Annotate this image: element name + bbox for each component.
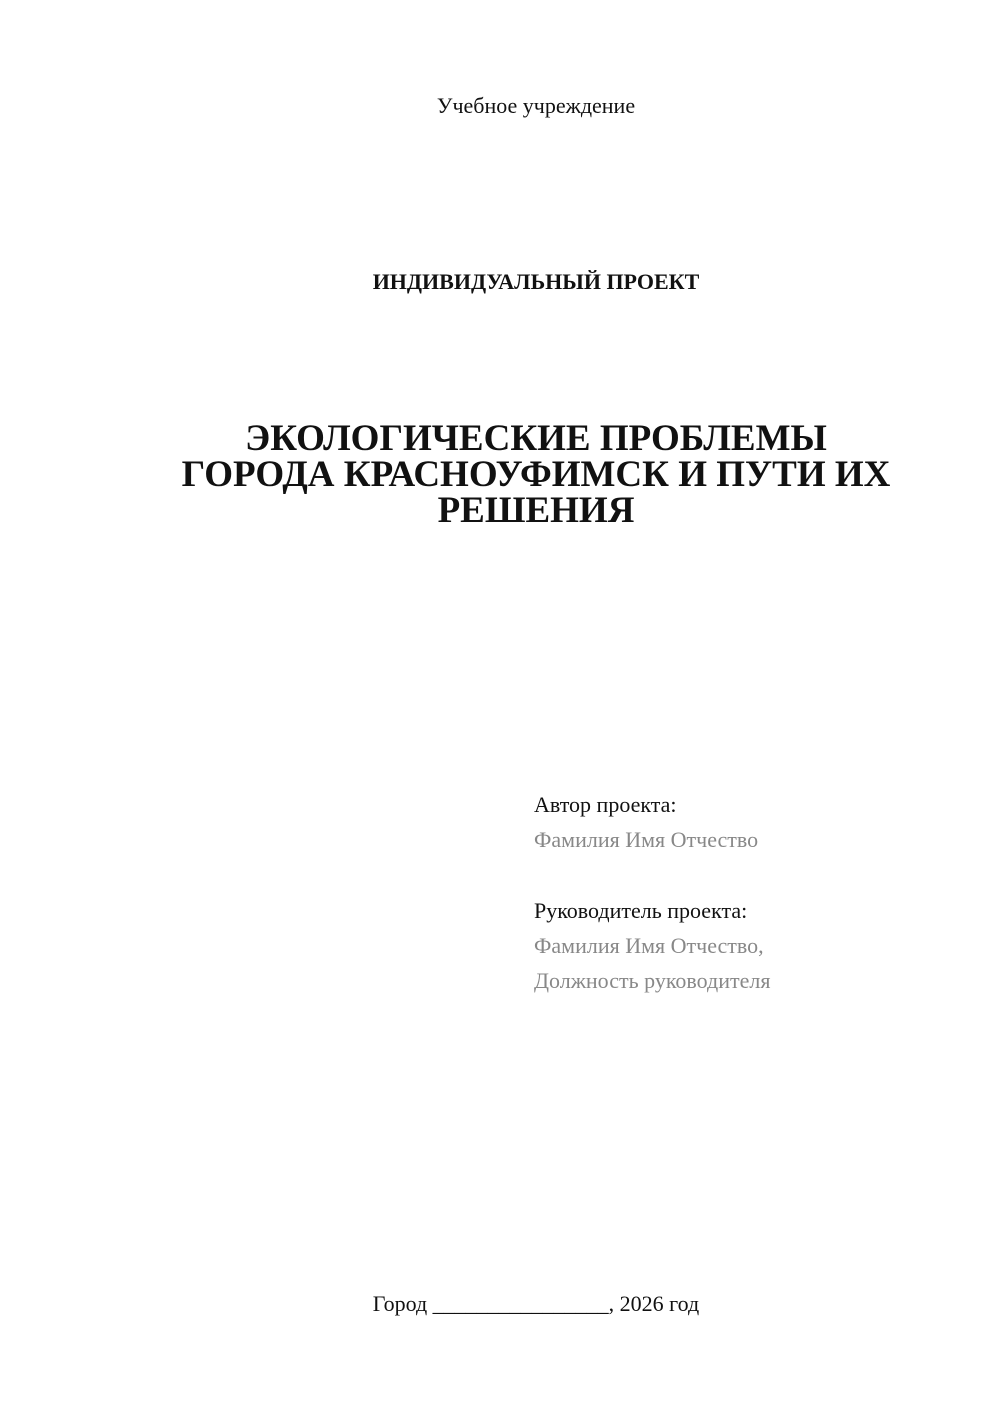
supervisor-label: Руководитель проекта:	[534, 898, 748, 923]
author-block	[534, 787, 974, 857]
supervisor-name: Фамилия Имя Отчество,	[534, 933, 764, 958]
project-title-line-2: ГОРОДА КРАСНОУФИМСК И ПУТИ ИХ	[181, 454, 891, 495]
document-type: ИНДИВИДУАЛЬНЫЙ ПРОЕКТ	[372, 269, 700, 294]
supervisor-block	[534, 893, 974, 998]
project-title-line-3: РЕШЕНИЯ	[437, 490, 635, 531]
author-label: Автор проекта:	[534, 792, 677, 817]
city-year-line: Город ________________, 2026 год	[372, 1291, 700, 1316]
author-name: Фамилия Имя Отчество	[534, 827, 759, 852]
supervisor-position: Должность руководителя	[534, 968, 771, 993]
project-title	[0, 418, 1000, 531]
institution-name: Учебное учреждение	[436, 93, 636, 118]
project-title-line-1: ЭКОЛОГИЧЕСКИЕ ПРОБЛЕМЫ	[245, 418, 827, 459]
